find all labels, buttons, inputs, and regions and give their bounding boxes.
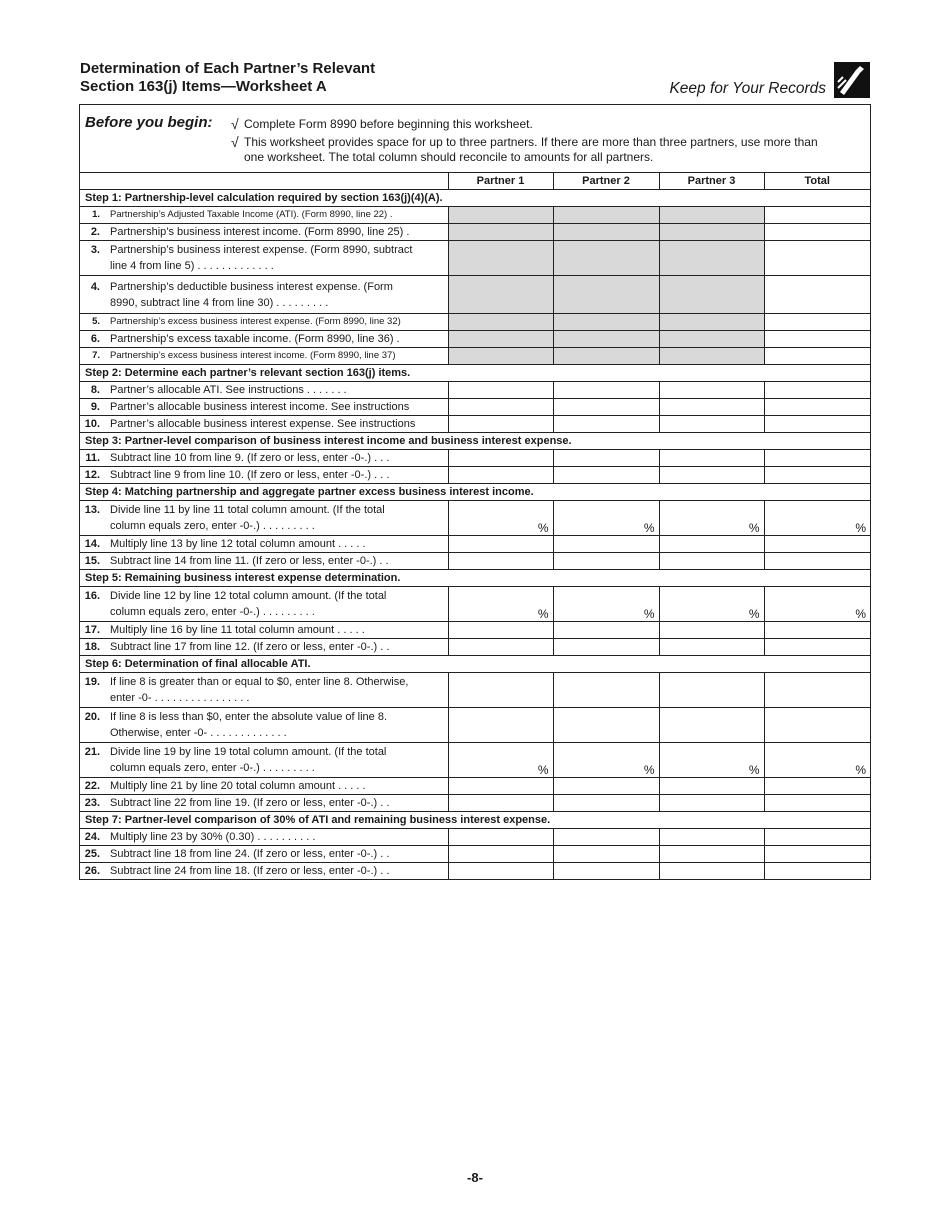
line-18-total[interactable] bbox=[764, 639, 870, 656]
line-16-label: 16. Divide line 12 by line 12 total column amount. (If the total column equals zero, enter -0-.) . . . . . . . . . bbox=[80, 587, 448, 622]
step-7-label: Step 7: Partner-level comparison of 30% of ATI and remaining business interest expense. bbox=[80, 812, 870, 829]
line-1-partner-2 bbox=[553, 207, 659, 224]
col-partner-2: Partner 2 bbox=[553, 173, 659, 190]
line-15-partner-3[interactable] bbox=[659, 553, 764, 570]
line-4-partner-2 bbox=[553, 276, 659, 314]
line-12-partner-1[interactable] bbox=[448, 467, 553, 484]
line-16-partner-3[interactable]: % bbox=[659, 587, 764, 622]
line-23-partner-3[interactable] bbox=[659, 795, 764, 812]
line-7-partner-1 bbox=[448, 348, 553, 365]
line-11-partner-2[interactable] bbox=[553, 450, 659, 467]
step-2-header bbox=[80, 365, 870, 382]
line-15-partner-2[interactable] bbox=[553, 553, 659, 570]
line-6-partner-1 bbox=[448, 331, 553, 348]
checklist-text-2a: This worksheet provides space for up to three partners. If there are more than three partners, use more than bbox=[244, 135, 818, 149]
step-7-header bbox=[80, 812, 870, 829]
line-14-row bbox=[80, 536, 870, 553]
line-4-label: 4. Partnership’s deductible business interest expense. (Form 8990, subtract line 4 from line 30) . . . . . . . . . bbox=[80, 276, 448, 314]
line-23-partner-1[interactable] bbox=[448, 795, 553, 812]
line-6-partner-3 bbox=[659, 331, 764, 348]
line-8-label: 8. Partner’s allocable ATI. See instructions . . . . . . . bbox=[80, 382, 448, 399]
line-1-label: 1. Partnership’s Adjusted Taxable Income (ATI). (Form 8990, line 22) . bbox=[80, 207, 448, 224]
step-4-header bbox=[80, 484, 870, 501]
line-13-partner-3[interactable]: % bbox=[659, 501, 764, 536]
line-11-partner-1[interactable] bbox=[448, 450, 553, 467]
line-6-partner-2 bbox=[553, 331, 659, 348]
line-13-label: 13. Divide line 11 by line 11 total column amount. (If the total column equals zero, enter -0-.) . . . . . . . . . bbox=[80, 501, 448, 536]
line-7-row bbox=[80, 348, 870, 365]
line-16-partner-2[interactable]: % bbox=[553, 587, 659, 622]
line-9-total[interactable] bbox=[764, 399, 870, 416]
line-14-partner-3[interactable] bbox=[659, 536, 764, 553]
col-total: Total bbox=[764, 173, 870, 190]
checkmark-icon: √ bbox=[231, 134, 239, 150]
line-5-partner-2 bbox=[553, 314, 659, 331]
line-2-total[interactable] bbox=[764, 224, 870, 241]
line-18-partner-3[interactable] bbox=[659, 639, 764, 656]
line-7-total[interactable] bbox=[764, 348, 870, 365]
line-26-partner-2[interactable] bbox=[553, 863, 659, 880]
line-20-label: 20. If line 8 is less than $0, enter the absolute value of line 8. Otherwise, enter -0- . . . . . . . . . . . . . bbox=[80, 708, 448, 743]
line-12-label: 12. Subtract line 9 from line 10. (If zero or less, enter -0-.) . . . bbox=[80, 467, 448, 484]
line-22-total[interactable] bbox=[764, 778, 870, 795]
line-20-partner-2[interactable] bbox=[553, 708, 659, 743]
line-22-partner-2[interactable] bbox=[553, 778, 659, 795]
line-11-total[interactable] bbox=[764, 450, 870, 467]
line-14-partner-2[interactable] bbox=[553, 536, 659, 553]
line-13-row bbox=[80, 501, 870, 536]
step-5-label: Step 5: Remaining business interest expense determination. bbox=[80, 570, 870, 587]
line-1-row bbox=[80, 207, 870, 224]
keep-for-records-label: Keep for Your Records bbox=[669, 80, 826, 97]
line-22-label: 22. Multiply line 21 by line 20 total column amount . . . . . bbox=[80, 778, 448, 795]
line-3-total[interactable] bbox=[764, 241, 870, 276]
line-25-partner-3[interactable] bbox=[659, 846, 764, 863]
line-18-partner-2[interactable] bbox=[553, 639, 659, 656]
title-line-1: Determination of Each Partner’s Relevant bbox=[80, 60, 376, 77]
line-12-partner-2[interactable] bbox=[553, 467, 659, 484]
line-10-label: 10. Partner’s allocable business interest expense. See instructions bbox=[80, 416, 448, 433]
line-24-partner-2[interactable] bbox=[553, 829, 659, 846]
page-number: -8- bbox=[467, 1170, 483, 1185]
line-9-partner-3[interactable] bbox=[659, 399, 764, 416]
col-partner-1: Partner 1 bbox=[448, 173, 553, 190]
line-3-row bbox=[80, 241, 870, 276]
line-23-partner-2[interactable] bbox=[553, 795, 659, 812]
line-10-partner-3[interactable] bbox=[659, 416, 764, 433]
line-7-label: 7. Partnership’s excess business interest income. (Form 8990, line 37) bbox=[80, 348, 448, 365]
before-you-begin-box bbox=[80, 105, 870, 173]
line-2-partner-3 bbox=[659, 224, 764, 241]
line-3-label: 3. Partnership’s business interest expense. (Form 8990, subtract line 4 from line 5) . . . . . . . . . . . . . bbox=[80, 241, 448, 276]
line-17-label: 17. Multiply line 16 by line 11 total column amount . . . . . bbox=[80, 622, 448, 639]
line-6-label: 6. Partnership’s excess taxable income. (Form 8990, line 36) . bbox=[80, 331, 448, 348]
line-23-total[interactable] bbox=[764, 795, 870, 812]
line-5-total[interactable] bbox=[764, 314, 870, 331]
line-5-row bbox=[80, 314, 870, 331]
line-8-partner-2[interactable] bbox=[553, 382, 659, 399]
line-17-partner-1[interactable] bbox=[448, 622, 553, 639]
step-6-header bbox=[80, 656, 870, 673]
line-11-partner-3[interactable] bbox=[659, 450, 764, 467]
line-2-label: 2. Partnership’s business interest income. (Form 8990, line 25) . bbox=[80, 224, 448, 241]
line-12-total[interactable] bbox=[764, 467, 870, 484]
step-4-label: Step 4: Matching partnership and aggregate partner excess business interest income. bbox=[80, 484, 870, 501]
line-9-row bbox=[80, 399, 870, 416]
line-6-row bbox=[80, 331, 870, 348]
line-19-total[interactable] bbox=[764, 673, 870, 708]
title-line-2: Section 163(j) Items—Worksheet A bbox=[80, 78, 327, 95]
line-18-row bbox=[80, 639, 870, 656]
line-3-partner-1 bbox=[448, 241, 553, 276]
header-blank bbox=[80, 173, 448, 190]
before-you-begin-label: Before you begin: bbox=[85, 114, 213, 131]
line-22-row bbox=[80, 778, 870, 795]
line-10-partner-1[interactable] bbox=[448, 416, 553, 433]
step-2-label: Step 2: Determine each partner’s relevant section 163(j) items. bbox=[80, 365, 870, 382]
checklist-item-2 bbox=[231, 134, 818, 165]
checklist-text-2b: one worksheet. The total column should reconcile to amounts for all partners. bbox=[244, 150, 654, 164]
line-8-partner-1[interactable] bbox=[448, 382, 553, 399]
line-19-partner-3[interactable] bbox=[659, 673, 764, 708]
checklist-item-1 bbox=[231, 116, 533, 132]
line-8-partner-3[interactable] bbox=[659, 382, 764, 399]
line-22-partner-1[interactable] bbox=[448, 778, 553, 795]
line-4-total[interactable] bbox=[764, 276, 870, 314]
line-9-partner-1[interactable] bbox=[448, 399, 553, 416]
line-20-partner-3[interactable] bbox=[659, 708, 764, 743]
line-19-label: 19. If line 8 is greater than or equal to $0, enter line 8. Otherwise, enter -0- . . . . . . . . . . . . . . . . bbox=[80, 673, 448, 708]
line-7-partner-2 bbox=[553, 348, 659, 365]
line-19-partner-1[interactable] bbox=[448, 673, 553, 708]
line-24-partner-3[interactable] bbox=[659, 829, 764, 846]
line-25-label: 25. Subtract line 18 from line 24. (If zero or less, enter -0-.) . . bbox=[80, 846, 448, 863]
line-26-total[interactable] bbox=[764, 863, 870, 880]
line-25-partner-1[interactable] bbox=[448, 846, 553, 863]
line-16-partner-1[interactable]: % bbox=[448, 587, 553, 622]
worksheet-table bbox=[80, 173, 870, 879]
line-1-total[interactable] bbox=[764, 207, 870, 224]
line-15-partner-1[interactable] bbox=[448, 553, 553, 570]
line-7-partner-3 bbox=[659, 348, 764, 365]
line-26-partner-3[interactable] bbox=[659, 863, 764, 880]
line-1-partner-3 bbox=[659, 207, 764, 224]
line-17-partner-3[interactable] bbox=[659, 622, 764, 639]
line-20-row bbox=[80, 708, 870, 743]
line-15-label: 15. Subtract line 14 from line 11. (If zero or less, enter -0-.) . . bbox=[80, 553, 448, 570]
line-10-partner-2[interactable] bbox=[553, 416, 659, 433]
line-3-partner-3 bbox=[659, 241, 764, 276]
line-12-row bbox=[80, 467, 870, 484]
line-17-total[interactable] bbox=[764, 622, 870, 639]
line-24-partner-1[interactable] bbox=[448, 829, 553, 846]
line-5-partner-3 bbox=[659, 314, 764, 331]
step-1-header bbox=[80, 190, 870, 207]
line-11-label: 11. Subtract line 10 from line 9. (If zero or less, enter -0-.) . . . bbox=[80, 450, 448, 467]
line-14-partner-1[interactable] bbox=[448, 536, 553, 553]
column-header-row bbox=[80, 173, 870, 190]
line-23-label: 23. Subtract line 22 from line 19. (If zero or less, enter -0-.) . . bbox=[80, 795, 448, 812]
line-17-partner-2[interactable] bbox=[553, 622, 659, 639]
line-17-row bbox=[80, 622, 870, 639]
line-19-row bbox=[80, 673, 870, 708]
line-24-row bbox=[80, 829, 870, 846]
line-18-label: 18. Subtract line 17 from line 12. (If zero or less, enter -0-.) . . bbox=[80, 639, 448, 656]
step-3-header bbox=[80, 433, 870, 450]
checkmark-icon: √ bbox=[231, 116, 239, 132]
line-13-partner-1[interactable]: % bbox=[448, 501, 553, 536]
line-26-row bbox=[80, 863, 870, 880]
line-25-partner-2[interactable] bbox=[553, 846, 659, 863]
line-20-total[interactable] bbox=[764, 708, 870, 743]
line-5-label: 5. Partnership’s excess business interest expense. (Form 8990, line 32) bbox=[80, 314, 448, 331]
page-header bbox=[80, 60, 870, 102]
worksheet-a bbox=[79, 104, 871, 880]
col-partner-3: Partner 3 bbox=[659, 173, 764, 190]
line-4-partner-3 bbox=[659, 276, 764, 314]
step-1-label: Step 1: Partnership-level calculation required by section 163(j)(4)(A). bbox=[80, 190, 870, 207]
line-8-row bbox=[80, 382, 870, 399]
line-21-total[interactable]: % bbox=[764, 743, 870, 778]
line-24-total[interactable] bbox=[764, 829, 870, 846]
line-5-partner-1 bbox=[448, 314, 553, 331]
line-8-total[interactable] bbox=[764, 382, 870, 399]
checklist-text-1: Complete Form 8990 before beginning this worksheet. bbox=[244, 117, 533, 131]
line-9-partner-2[interactable] bbox=[553, 399, 659, 416]
line-19-partner-2[interactable] bbox=[553, 673, 659, 708]
line-25-total[interactable] bbox=[764, 846, 870, 863]
line-2-partner-1 bbox=[448, 224, 553, 241]
line-2-row bbox=[80, 224, 870, 241]
line-3-partner-2 bbox=[553, 241, 659, 276]
line-10-total[interactable] bbox=[764, 416, 870, 433]
step-5-header bbox=[80, 570, 870, 587]
line-22-partner-3[interactable] bbox=[659, 778, 764, 795]
line-21-partner-1[interactable]: % bbox=[448, 743, 553, 778]
line-18-partner-1[interactable] bbox=[448, 639, 553, 656]
line-21-label: 21. Divide line 19 by line 19 total column amount. (If the total column equals zero, enter -0-.) . . . . . . . . . bbox=[80, 743, 448, 778]
step-6-label: Step 6: Determination of final allocable ATI. bbox=[80, 656, 870, 673]
line-1-partner-1 bbox=[448, 207, 553, 224]
line-21-partner-3[interactable]: % bbox=[659, 743, 764, 778]
line-21-partner-2[interactable]: % bbox=[553, 743, 659, 778]
line-4-partner-1 bbox=[448, 276, 553, 314]
line-23-row bbox=[80, 795, 870, 812]
line-12-partner-3[interactable] bbox=[659, 467, 764, 484]
line-13-partner-2[interactable]: % bbox=[553, 501, 659, 536]
line-2-partner-2 bbox=[553, 224, 659, 241]
line-20-partner-1[interactable] bbox=[448, 708, 553, 743]
line-6-total[interactable] bbox=[764, 331, 870, 348]
line-4-row bbox=[80, 276, 870, 314]
line-13-total[interactable]: % bbox=[764, 501, 870, 536]
line-16-row bbox=[80, 587, 870, 622]
line-16-total[interactable]: % bbox=[764, 587, 870, 622]
pen-paper-icon bbox=[834, 62, 870, 98]
line-9-label: 9. Partner’s allocable business interest income. See instructions bbox=[80, 399, 448, 416]
line-21-row bbox=[80, 743, 870, 778]
worksheet-title bbox=[80, 60, 375, 96]
line-24-label: 24. Multiply line 23 by 30% (0.30) . . . . . . . . . . bbox=[80, 829, 448, 846]
line-15-total[interactable] bbox=[764, 553, 870, 570]
step-3-label: Step 3: Partner-level comparison of business interest income and business interest expense. bbox=[80, 433, 870, 450]
line-11-row bbox=[80, 450, 870, 467]
line-25-row bbox=[80, 846, 870, 863]
line-26-partner-1[interactable] bbox=[448, 863, 553, 880]
line-10-row bbox=[80, 416, 870, 433]
line-15-row bbox=[80, 553, 870, 570]
line-26-label: 26. Subtract line 24 from line 18. (If zero or less, enter -0-.) . . bbox=[80, 863, 448, 880]
line-14-total[interactable] bbox=[764, 536, 870, 553]
line-14-label: 14. Multiply line 13 by line 12 total column amount . . . . . bbox=[80, 536, 448, 553]
